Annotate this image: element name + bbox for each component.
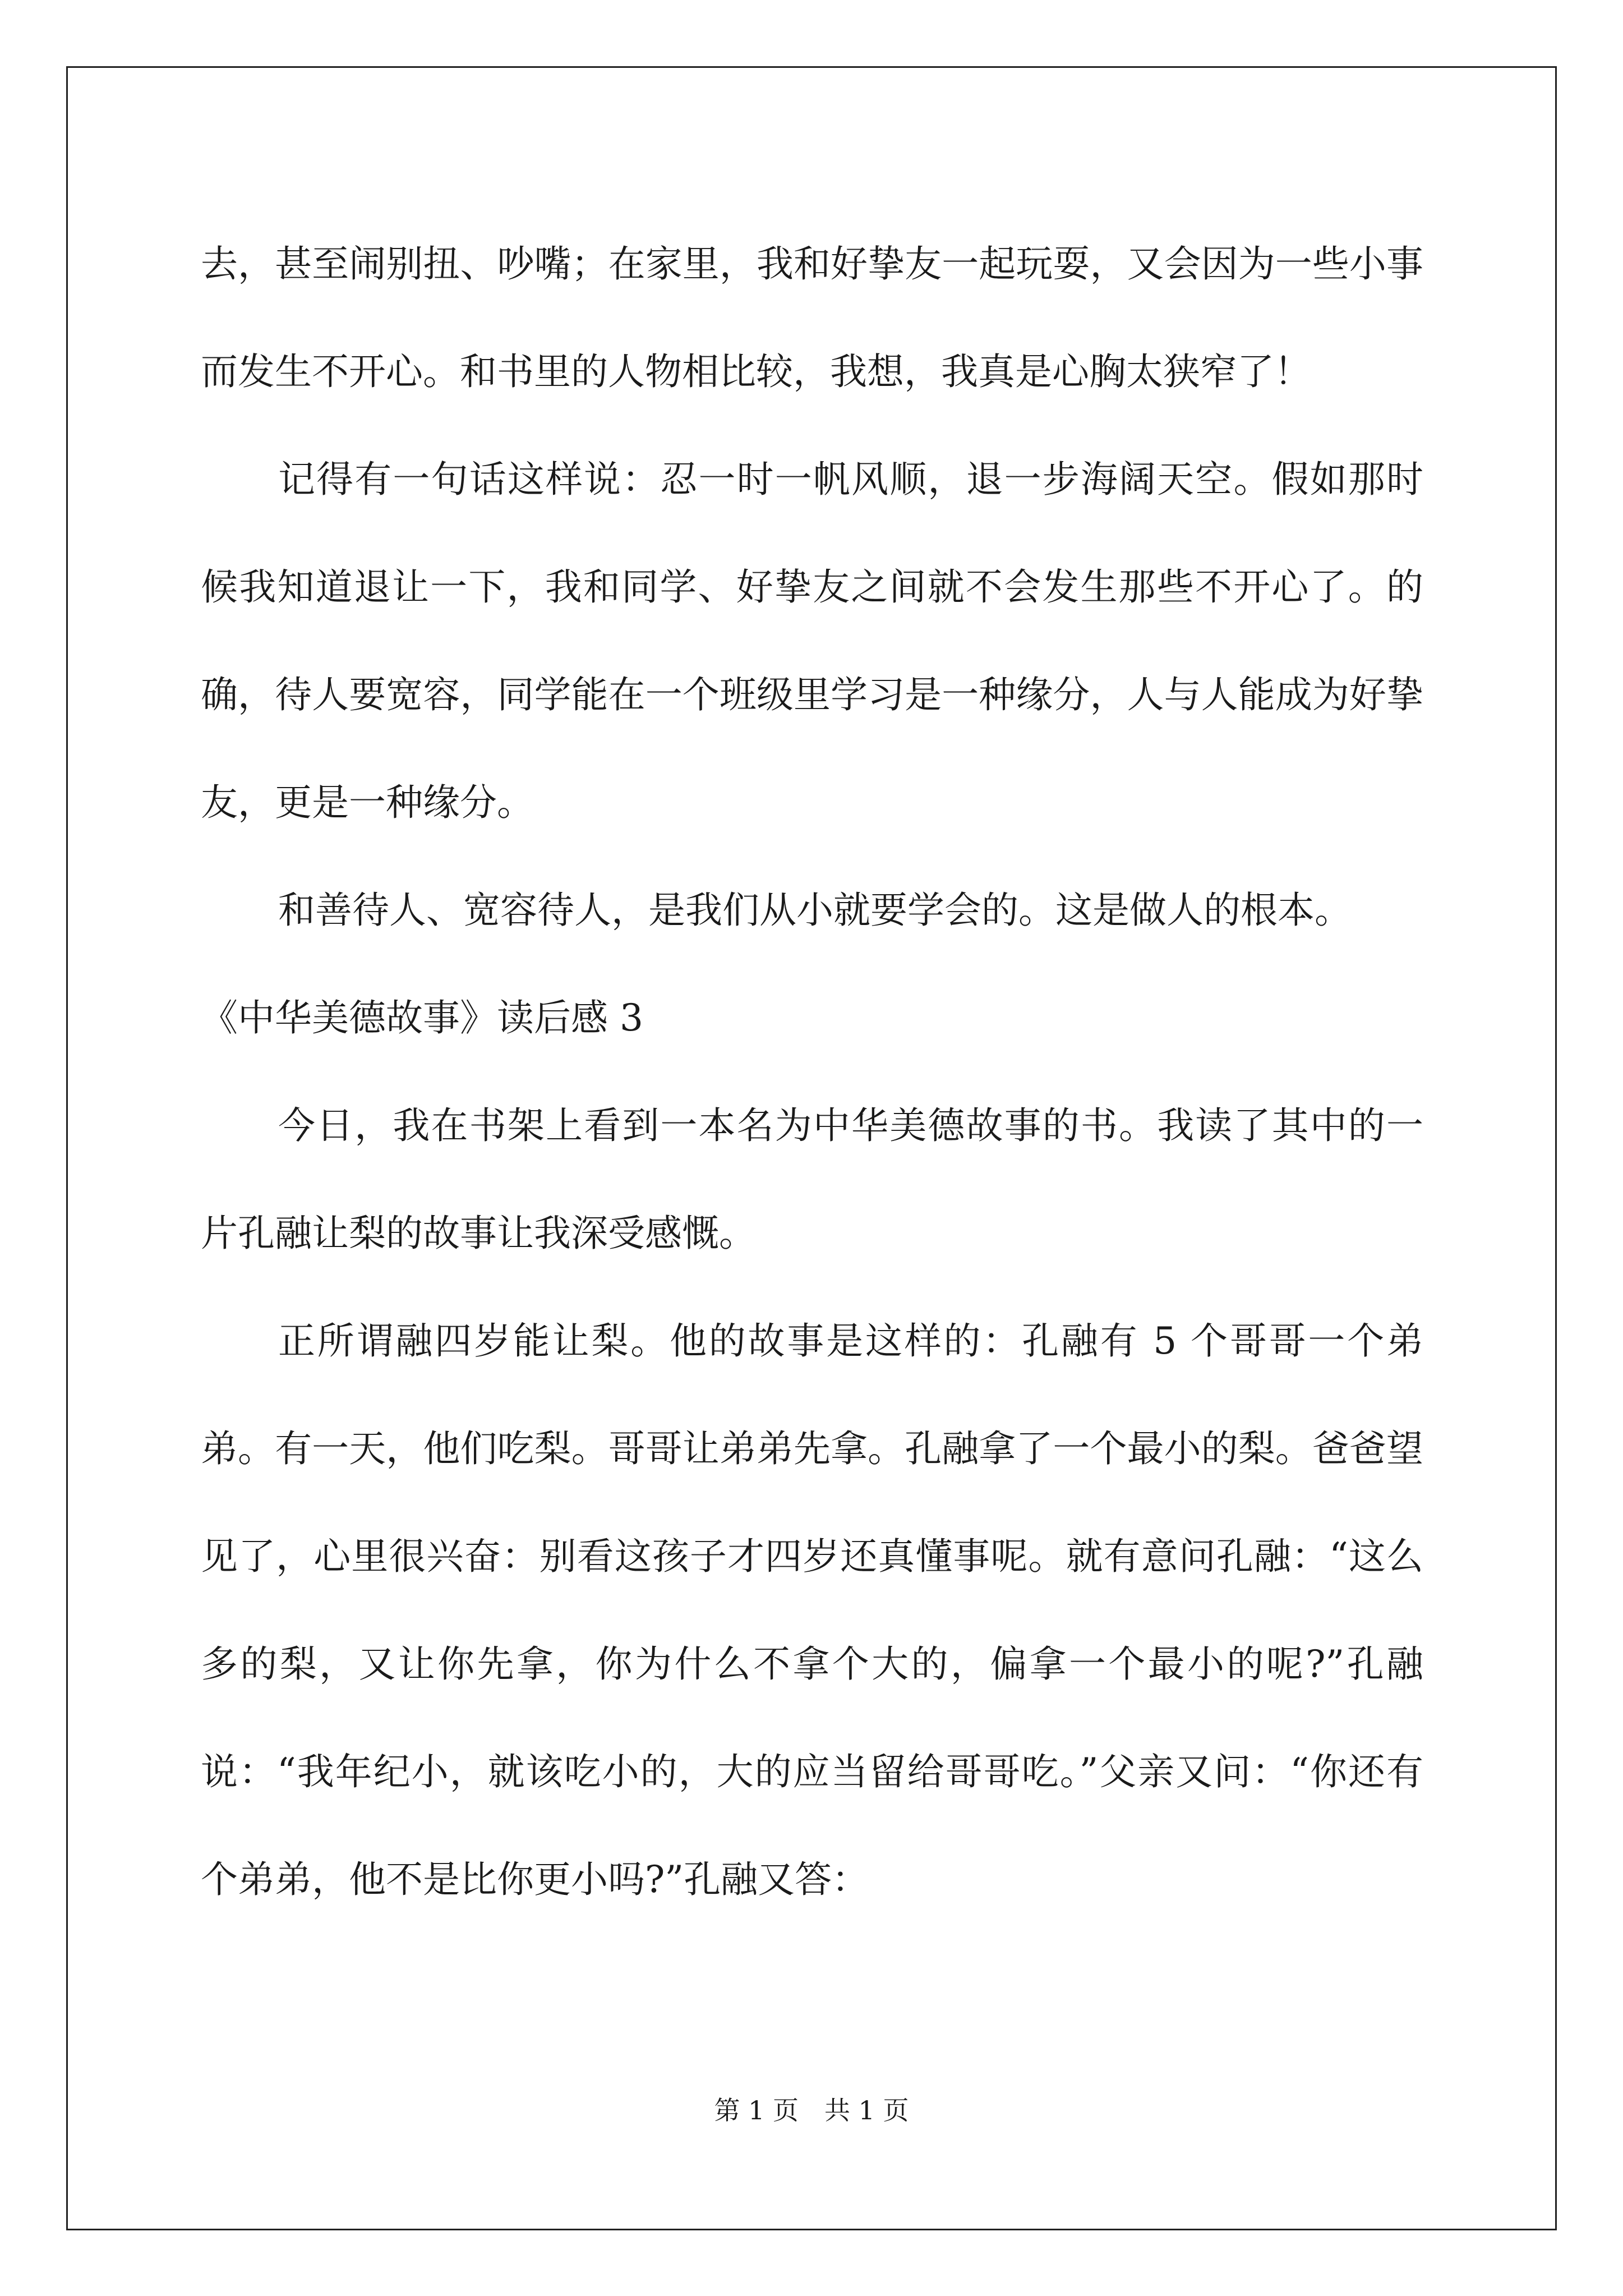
page-number-footer: 第 1 页 共 1 页 xyxy=(714,2095,909,2125)
paragraph: 记得有一句话这样说：忍一时一帆风顺，退一步海阔天空。假如那时候我知道退让一下，我和同学、好挚友之间就不会发生那些不开心了。的确，待人要宽容，同学能在一个班级里学习是一种缘分，人与人能成为好挚友，更是一种缘分。 xyxy=(201,458,1423,824)
paragraph: 和善待人、宽容待人，是我们从小就要学会的。这是做人的根本。 xyxy=(278,889,1352,932)
section-heading: 《中华美德故事》读后感 3 xyxy=(201,996,643,1039)
paragraph: 今日，我在书架上看到一本名为中华美德故事的书。我读了其中的一片孔融让梨的故事让我深受感慨。 xyxy=(201,1104,1423,1255)
paragraph-continuation: 去，甚至闹别扭、吵嘴；在家里，我和好挚友一起玩耍，又会因为一些小事而发生不开心。和书里的人物相比较，我想，我真是心胸太狭窄了！ xyxy=(201,242,1423,393)
document-body xyxy=(201,210,1423,1934)
paragraph: 正所谓融四岁能让梨。他的故事是这样的：孔融有 5 个哥哥一个弟弟。有一天，他们吃梨。哥哥让弟弟先拿。孔融拿了一个最小的梨。爸爸望见了，心里很兴奋：别看这孩子才四岁还真懂事呢。就有意问孔融：“这么多的梨，又让你先拿，你为什么不拿个大的，偏拿一个最小的呢?”孔融说：“我年纪小，就该吃小的，大的应当留给哥哥吃。”父亲又问：“你还有个弟弟，他不是比你更小吗?”孔融又答： xyxy=(201,1319,1423,1901)
